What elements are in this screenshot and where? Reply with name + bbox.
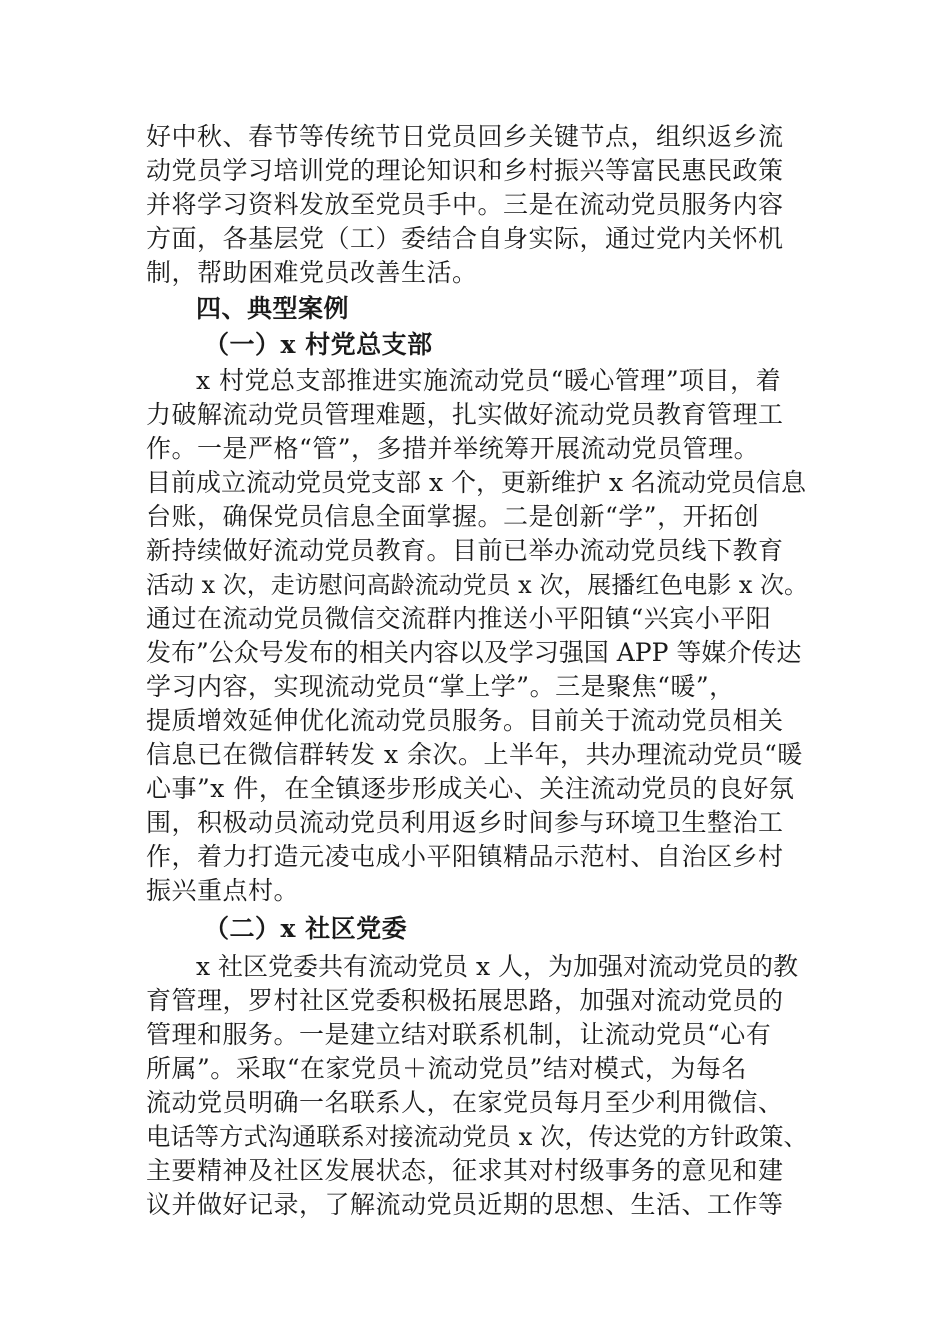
paragraph-line: 学习内容，实现流动党员“掌上学”。三是聚焦“暖”， (146, 672, 735, 701)
paragraph-line: 制，帮助困难党员改善生活。 (146, 258, 478, 287)
paragraph-line: 新持续做好流动党员教育。目前已举办流动党员线下教育 (146, 536, 784, 565)
paragraph-line: 力破解流动党员管理难题，扎实做好流动党员教育管理工 (146, 400, 784, 429)
paragraph-line: 育管理，罗村社区党委积极拓展思路，加强对流动党员的 (146, 986, 784, 1015)
paragraph-line: 电话等方式沟通联系对接流动党员 x 次，传达党的方针政策、 (146, 1122, 808, 1151)
paragraph-line: 振兴重点村。 (146, 876, 300, 905)
case-2-title: （二）x 社区党委 (204, 914, 408, 943)
paragraph-line: 管理和服务。一是建立结对联系机制，让流动党员“心有 (146, 1020, 772, 1049)
paragraph-line: 方面，各基层党（工）委结合自身实际，通过党内关怀机 (146, 224, 784, 253)
paragraph-line: x 村党总支部推进实施流动党员“暖心管理”项目，着 (196, 366, 782, 395)
paragraph-line: 好中秋、春节等传统节日党员回乡关键节点，组织返乡流 (146, 122, 784, 151)
paragraph-line: 动党员学习培训党的理论知识和乡村振兴等富民惠民政策 (146, 156, 784, 185)
paragraph-line: 心事”x 件，在全镇逐步形成关心、关注流动党员的良好氛 (146, 774, 795, 803)
paragraph-line: x 社区党委共有流动党员 x 人，为加强对流动党员的教 (196, 952, 799, 981)
paragraph-line: 目前成立流动党员党支部 x 个，更新维护 x 名流动党员信息 (146, 468, 806, 497)
paragraph-line: 信息已在微信群转发 x 余次。上半年，共办理流动党员“暖 (146, 740, 803, 769)
section-heading: 四、典型案例 (196, 294, 350, 323)
paragraph-line: 议并做好记录，了解流动党员近期的思想、生活、工作等 (146, 1190, 784, 1219)
case-1-title: （一）x 村党总支部 (204, 330, 433, 359)
paragraph-line: 通过在流动党员微信交流群内推送小平阳镇“兴宾小平阳 (146, 604, 772, 633)
paragraph-line: 活动 x 次，走访慰问高龄流动党员 x 次，展播红色电影 x 次。 (146, 571, 808, 599)
paragraph-line: 并将学习资料发放至党员手中。三是在流动党员服务内容 (146, 190, 784, 219)
paragraph-line: 作。一是严格“管”，多措并举统筹开展流动党员管理。 (146, 434, 760, 463)
paragraph-line: 作，着力打造元凌屯成小平阳镇精品示范村、自治区乡村 (146, 842, 784, 871)
paragraph-line: 发布”公众号发布的相关内容以及学习强国 APP 等媒介传达 (146, 638, 802, 667)
paragraph-line: 主要精神及社区发展状态，征求其对村级事务的意见和建 (146, 1156, 784, 1185)
paragraph-line: 所属”。采取“在家党员＋流动党员”结对模式，为每名 (146, 1054, 747, 1083)
paragraph-line: 围，积极动员流动党员利用返乡时间参与环境卫生整治工 (146, 808, 784, 837)
paragraph-line: 台账，确保党员信息全面掌握。二是创新“学”，开拓创 (146, 502, 760, 531)
paragraph-line: 提质增效延伸优化流动党员服务。目前关于流动党员相关 (146, 706, 784, 735)
paragraph-line: 流动党员明确一名联系人，在家党员每月至少利用微信、 (146, 1088, 784, 1117)
